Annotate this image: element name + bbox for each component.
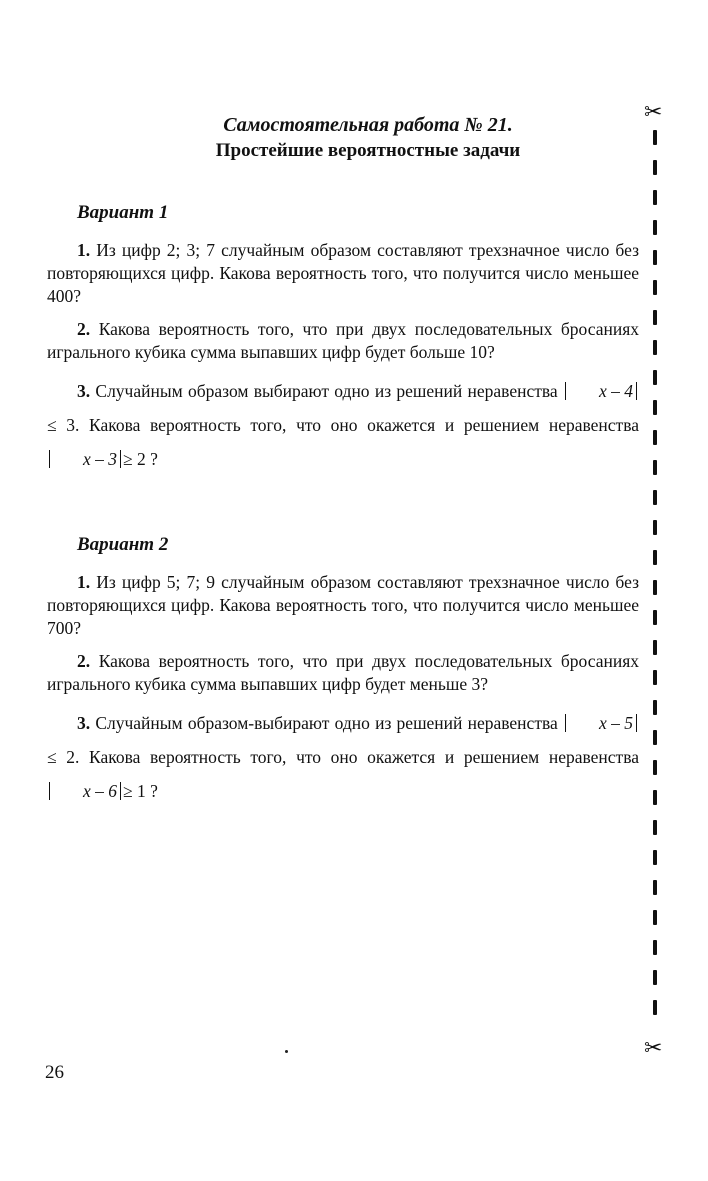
page-title: Самостоятельная работа № 21. (223, 114, 513, 136)
task-number: 3. (77, 713, 91, 733)
task-text: Случайным образом выбирают одно из решений неравенства (95, 381, 558, 401)
absolute-value-expression: x – 4 (565, 382, 637, 400)
variant-2-task-2 (47, 650, 639, 696)
cut-line-dash (653, 310, 657, 325)
inequality-rest: ≥ 2 (123, 449, 146, 469)
task-text: Какова вероятность того, что при двух последовательных бросаниях игрального кубика сумма выпавших цифр будет меньше 3? (47, 651, 639, 694)
inequality-rest: ≤ 3 (47, 415, 75, 435)
absolute-value-expression: x – 6 (49, 782, 121, 800)
cut-line-dash (653, 970, 657, 985)
cut-line-dash (653, 610, 657, 625)
page-content (47, 112, 640, 801)
absolute-value-expression: x – 5 (565, 714, 637, 732)
variant-2-heading: Вариант 2 (77, 534, 169, 555)
cut-line-dash (653, 460, 657, 475)
cut-line-dash (653, 130, 657, 145)
cut-line-dash (653, 670, 657, 685)
absolute-value-expression: x – 3 (49, 450, 121, 468)
scissors-icon: ✂ (644, 1036, 663, 1061)
cut-line-dash (653, 730, 657, 745)
cut-line-dash (653, 940, 657, 955)
cut-line-dash (653, 580, 657, 595)
cut-line-dash (653, 190, 657, 205)
cut-line-dash (653, 400, 657, 415)
variant-1-task-3 (47, 374, 639, 476)
variant-1-task-2 (47, 318, 639, 364)
cut-line-dash (653, 220, 657, 235)
task-number: 1. (77, 572, 91, 592)
task-text: Какова вероятность того, что при двух последовательных бросаниях игрального кубика сумма выпавших цифр будет больше 10? (47, 319, 639, 362)
page-number: 26 (45, 1062, 64, 1083)
task-number: 1. (77, 240, 91, 260)
variant-1-section (47, 201, 639, 476)
cut-line-dash (653, 370, 657, 385)
task-number: 3. (77, 381, 91, 401)
cut-line-dash (653, 520, 657, 535)
task-text: Случайным образом-выбирают одно из решений неравенства (95, 713, 558, 733)
inequality-rest: ≥ 1 (123, 781, 146, 801)
cut-line-dash (653, 640, 657, 655)
task-number: 2. (77, 319, 91, 339)
cut-line (645, 102, 665, 1060)
cut-line-dash (653, 280, 657, 295)
cut-line-dash (653, 160, 657, 175)
print-speck (285, 1050, 288, 1053)
cut-line-dash (653, 850, 657, 865)
task-text: Из цифр 2; 3; 7 случайным образом составляют трехзначное число без повторяющихся цифр. Какова вероятность того, что получится число меньшее 400? (47, 240, 640, 306)
cut-line-dash (653, 490, 657, 505)
cut-line-dash (653, 250, 657, 265)
cut-line-dash (653, 910, 657, 925)
task-text: . Какова вероятность того, что оно окажется и решением неравенства (75, 415, 639, 435)
cut-line-dash (653, 790, 657, 805)
variant-2-task-1 (47, 571, 639, 640)
cut-line-dash (653, 700, 657, 715)
page-subtitle: Простейшие вероятностные задачи (215, 140, 521, 161)
variant-1-task-1 (47, 239, 639, 308)
cut-line-dash (653, 1000, 657, 1015)
variant-2-section (47, 533, 639, 808)
variant-1-heading: Вариант 1 (77, 202, 169, 223)
task-text: . Какова вероятность того, что оно окажется и решением неравенства (75, 747, 639, 767)
cut-line-dash (653, 340, 657, 355)
cut-line-dash (653, 820, 657, 835)
variant-2-task-3 (47, 706, 639, 808)
cut-line-dash (653, 550, 657, 565)
task-text: ? (150, 449, 158, 469)
cut-line-dash (653, 430, 657, 445)
cut-line-dash (653, 880, 657, 895)
scissors-icon: ✂ (644, 100, 663, 125)
cut-line-dash (653, 760, 657, 775)
inequality-rest: ≤ 2 (47, 747, 75, 767)
task-text: Из цифр 5; 7; 9 случайным образом составляют трехзначное число без повторяющихся цифр. Какова вероятность того, что получится число меньшее 700? (47, 572, 640, 638)
task-text: ? (150, 781, 158, 801)
task-number: 2. (77, 651, 91, 671)
